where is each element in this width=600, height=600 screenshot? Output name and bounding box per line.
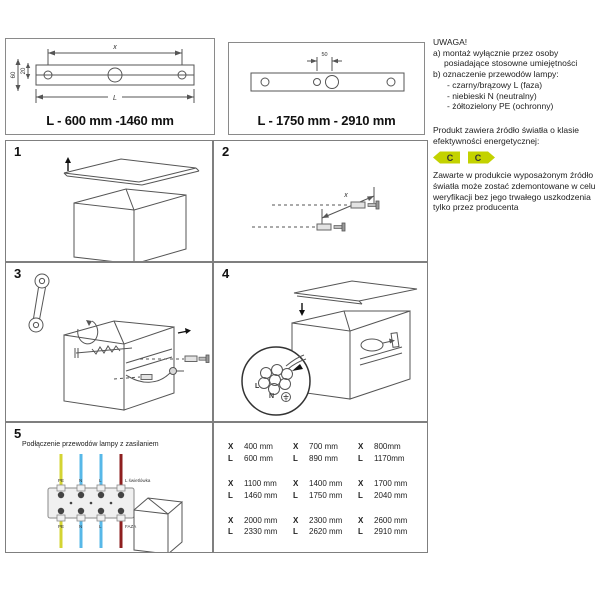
step-4-drawing	[214, 263, 427, 421]
l-key: L	[293, 490, 298, 500]
dim-arrow	[16, 59, 21, 65]
step-4-number: 4	[222, 266, 230, 281]
x-key: X	[358, 515, 364, 525]
step-1-number: 1	[14, 144, 22, 159]
terminal-screw	[118, 508, 124, 514]
terminal-zoom-circle	[242, 347, 310, 415]
dimension-pair	[293, 441, 352, 464]
x-key: X	[358, 442, 364, 451]
step-3-panel	[5, 262, 213, 422]
terminal-label-bottom-l: L	[99, 524, 102, 529]
l-key: L	[358, 453, 363, 463]
energy-arrow-right-icon	[468, 152, 495, 164]
l-value: 600 mm	[244, 453, 273, 463]
terminal-screw	[78, 508, 84, 514]
dim-50-label: 50	[321, 52, 328, 58]
screw-head	[342, 223, 345, 231]
x-value: 400 mm	[244, 442, 273, 451]
dim-arrow	[26, 63, 30, 68]
terminal-screw	[58, 492, 64, 498]
terminal-label-top-l: L	[99, 478, 102, 483]
x-key: X	[293, 478, 299, 488]
lamp-body-front	[64, 335, 124, 410]
x-value: 2000 mm	[244, 515, 278, 525]
hole-3	[326, 76, 339, 89]
step-2-drawing	[214, 141, 427, 261]
l-value: 2330 mm	[244, 527, 278, 537]
step-1-drawing	[6, 141, 212, 261]
dim-x-label: x	[344, 192, 348, 199]
l-value: 890 mm	[309, 453, 338, 463]
x-value: 700 mm	[309, 442, 338, 451]
l-key: L	[228, 527, 233, 537]
mounting-bar-long-svg	[229, 43, 424, 107]
l-value: 2620 mm	[309, 527, 343, 537]
terminal-screw	[78, 492, 84, 498]
x-key: X	[228, 442, 234, 451]
screw-head	[376, 201, 379, 209]
wall-plug	[351, 202, 365, 208]
l-key: L	[358, 490, 363, 500]
dimension-table	[228, 441, 417, 538]
terminal-label-top-n: N	[79, 478, 83, 483]
x-key: X	[293, 442, 299, 451]
l-key: L	[293, 453, 298, 463]
terminal-label-bottom-pe: PE	[58, 524, 65, 529]
lamp-body-front	[74, 203, 134, 261]
energy-class-intro: Produkt zawiera źródło światła o klasie efektywności energetycznej:	[433, 124, 579, 146]
l-value: 2910 mm	[374, 527, 408, 537]
step-5-panel	[5, 422, 213, 553]
length-range-short: L - 600 mm -1460 mm	[46, 113, 174, 128]
terminal-label-top-phase: L świetlówka	[125, 478, 151, 483]
wrench-icon	[29, 274, 49, 332]
dim-arrow	[187, 95, 194, 100]
dimension-table-panel	[213, 422, 428, 553]
screw-head	[206, 355, 209, 363]
dim-arrow	[311, 59, 317, 63]
dimension-pair	[358, 515, 417, 538]
dimension-pair	[358, 478, 417, 501]
step-4-panel	[213, 262, 428, 422]
x-key: X	[358, 478, 364, 488]
terminal-screw	[98, 492, 104, 498]
energy-arrow-icons	[433, 150, 495, 165]
wire-code-phase: - czarny/brązowy L (faza)	[447, 79, 543, 90]
step-3-drawing	[6, 263, 212, 421]
warning-item-b: b) oznaczenie przewodów lampy:	[433, 69, 559, 80]
notice-column	[433, 37, 596, 213]
step-3-number: 3	[14, 266, 22, 281]
wall-plug	[185, 356, 197, 362]
screw-shaft	[368, 204, 376, 207]
l-value: 2040 mm	[374, 490, 408, 500]
x-key: X	[293, 515, 299, 525]
rotate-arrow-icon	[78, 321, 98, 344]
terminal-n-label: N	[269, 393, 275, 400]
hole-1	[261, 78, 269, 86]
x-value: 2300 mm	[309, 515, 343, 525]
terminal-label-bottom-faza: FAZA	[125, 524, 137, 529]
light-source-removal-note: Zawarte w produkcie wyposażonym źródło światła może zostać zdemontowane w celu weryfikacji bez jego trwałego uszkodzenia tylko przez producenta	[433, 170, 596, 213]
lamp-box-small	[134, 498, 182, 552]
dim-arrow	[48, 51, 55, 56]
wall-plug	[141, 375, 152, 380]
terminal-l-label: L	[255, 383, 260, 390]
wire-code-earth: - żółtozielony PE (ochronny)	[447, 101, 554, 112]
place-arrow-head	[299, 310, 305, 316]
l-value: 1460 mm	[244, 490, 278, 500]
l-key: L	[293, 527, 298, 537]
terminal-screw	[58, 508, 64, 514]
mounting-bar-short-svg	[6, 39, 214, 111]
l-value: 1170mm	[374, 453, 405, 463]
terminal-screw	[98, 508, 104, 514]
dim-l-label: L	[113, 95, 117, 102]
dim-arrow	[175, 51, 182, 56]
dim-x-label: x	[113, 44, 117, 51]
lamp-body-side	[124, 327, 174, 410]
wire-code-neutral: - niebieski N (neutralny)	[447, 90, 537, 101]
dimension-pair	[293, 515, 352, 538]
terminal-detail	[360, 333, 402, 365]
step-2-number: 2	[222, 144, 230, 159]
energy-class-letter-2: C	[474, 153, 482, 164]
mounting-bar-drawing-long	[228, 42, 425, 135]
rotate-arrow-head	[86, 320, 92, 326]
dim-arrow	[367, 196, 374, 201]
l-value: 1750 mm	[309, 490, 343, 500]
l-key: L	[228, 490, 233, 500]
energy-class-badges	[433, 150, 596, 165]
x-value: 2600 mm	[374, 515, 408, 525]
dimension-pair	[293, 478, 352, 501]
dimension-pair	[228, 478, 287, 501]
lamp-body-side	[350, 311, 410, 399]
dimension-pair	[228, 441, 287, 464]
terminal-screw	[118, 492, 124, 498]
step-5-number: 5	[14, 426, 22, 441]
step-1-panel	[5, 140, 213, 262]
dim-arrow	[332, 59, 338, 63]
round-screw-head	[170, 368, 177, 375]
x-value: 1700 mm	[374, 478, 408, 488]
terminal-block	[48, 485, 134, 521]
terminal-label-bottom-n: N	[79, 524, 83, 529]
step-2-panel	[213, 140, 428, 262]
wiring-title: Podłączenie przewodów lampy z zasilaniem	[22, 441, 159, 448]
dimension-pair	[358, 441, 417, 464]
hole-4	[387, 78, 395, 86]
x-key: X	[228, 478, 234, 488]
bar-outline	[251, 73, 404, 91]
mounting-bar-drawing-short	[5, 38, 215, 135]
screw-shaft	[199, 357, 206, 360]
dim-20-label: 20	[21, 67, 27, 75]
wall-plug	[317, 224, 331, 230]
x-value: 1400 mm	[309, 478, 343, 488]
x-value: 1100 mm	[244, 478, 277, 488]
warning-item-a: a) montaż wyłącznie przez osoby posiadające stosowne umiejętności	[433, 47, 578, 69]
x-value: 800mm	[374, 442, 401, 451]
length-range-long: L - 1750 mm - 2910 mm	[257, 113, 396, 128]
wiring-diagram	[6, 450, 212, 552]
x-key: X	[228, 515, 234, 525]
dim-60-label: 60	[11, 71, 17, 79]
dim-arrow	[16, 85, 21, 91]
spring-icon	[92, 346, 120, 354]
l-key: L	[228, 453, 233, 463]
dim-arrow	[36, 95, 43, 100]
lamp-body-side	[134, 195, 186, 261]
l-key: L	[358, 527, 363, 537]
energy-class-letter-1: C	[446, 153, 454, 164]
dim-arrow	[322, 213, 329, 218]
lamp-cover	[64, 159, 196, 182]
warning-title: UWAGA!	[433, 37, 468, 47]
slide-arrow-head	[185, 328, 191, 334]
screw-shaft	[334, 226, 342, 229]
lift-arrow-head	[65, 157, 71, 163]
hole-2	[314, 79, 321, 86]
dimension-pair	[228, 515, 287, 538]
terminal-label-top-pe: PE	[58, 478, 65, 483]
